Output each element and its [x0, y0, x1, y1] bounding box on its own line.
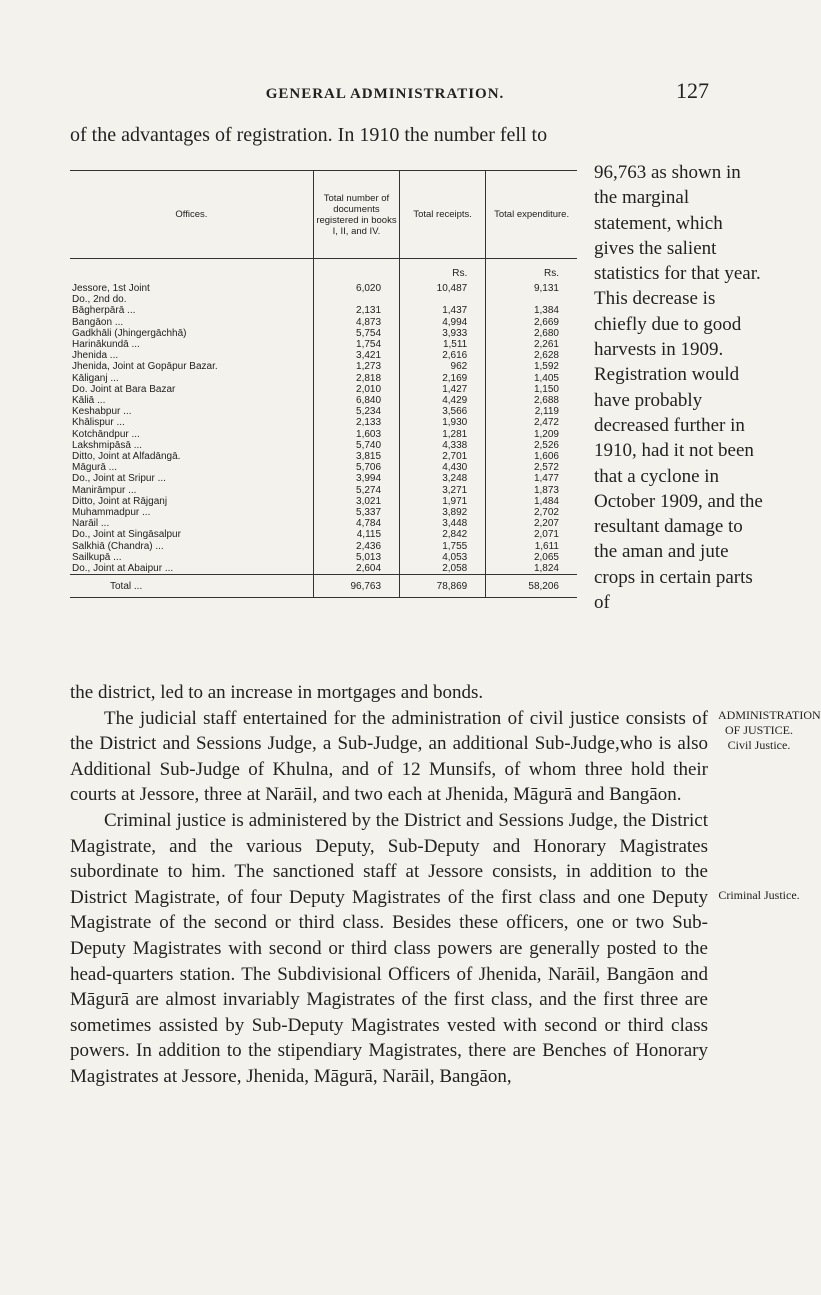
table-row: [70, 496, 577, 507]
value-cell: 4,873: [313, 317, 399, 328]
value-cell: 1,611: [486, 541, 577, 552]
value-cell: 2,572: [486, 462, 577, 473]
units-cell: Rs.: [400, 259, 486, 284]
value-cell: 1,405: [486, 373, 577, 384]
value-cell: 2,818: [313, 373, 399, 384]
office-name-cell: Kāliā ...: [72, 395, 106, 407]
value-cell: 5,740: [313, 440, 399, 451]
value-cell: 1,437: [400, 305, 486, 316]
value-cell: 1,606: [486, 451, 577, 462]
table-row: [70, 384, 577, 395]
value-cell: 3,566: [400, 406, 486, 417]
office-name-cell: Salkhiā (Chandra) ...: [72, 540, 164, 552]
value-cell: 1,477: [486, 473, 577, 484]
table-row: [70, 473, 577, 484]
value-cell: 1,603: [313, 429, 399, 440]
value-cell: 3,448: [400, 518, 486, 529]
value-cell: 962: [400, 361, 486, 372]
col-documents: Total number of documents registered in books I, II, and IV.: [313, 171, 399, 259]
value-cell: 2,701: [400, 451, 486, 462]
table-row: [70, 305, 577, 316]
value-cell: 5,013: [313, 552, 399, 563]
side-paragraph: 96,763 as shown in the marginal statement, which gives the salient statistics for that year. This decrease is chiefly due to good harvests in 1909. Registration would have probably decreased further in 1910, had it not been that a cyclone in October 1909, and the resultant damage to the aman and jute crops in certain parts of: [594, 162, 763, 614]
value-cell: 2,604: [313, 563, 399, 575]
table-row: [70, 507, 577, 518]
col-expenditure: Total expenditure.: [486, 171, 577, 259]
office-name-cell: Keshabpur ...: [72, 406, 132, 418]
value-cell: 1,150: [486, 384, 577, 395]
value-cell: 3,421: [313, 350, 399, 361]
paragraph-civil-justice: The judicial staff entertained for the administration of civil justice consists of the District and Sessions Judge, a Sub-Judge, an additional Sub-Judge,who is also Additional Sub-Judge of Khulna, and of 12 Munsifs, of whom three hold their courts at Jessore, three at Narāil, and two each at Jhenida, Māgurā and Bangāon.: [70, 707, 708, 806]
value-cell: 1,824: [486, 563, 577, 575]
value-cell: 2,616: [400, 350, 486, 361]
value-cell: 3,021: [313, 496, 399, 507]
value-cell: 2,133: [313, 417, 399, 428]
value-cell: 1,273: [313, 361, 399, 372]
table-row: [70, 563, 577, 575]
value-cell: 2,071: [486, 529, 577, 540]
total-value: 78,869: [400, 575, 486, 598]
value-cell: 2,131: [313, 305, 399, 316]
value-cell: 2,680: [486, 328, 577, 339]
table-row: [70, 328, 577, 339]
value-cell: 1,281: [400, 429, 486, 440]
value-cell: 2,436: [313, 541, 399, 552]
value-cell: 1,511: [400, 339, 486, 350]
units-cell: Rs.: [486, 259, 577, 284]
value-cell: 5,234: [313, 406, 399, 417]
value-cell: 3,994: [313, 473, 399, 484]
table-row: [70, 283, 577, 294]
units-cell: [313, 259, 399, 284]
office-name-cell: Do., Joint at Singāsalpur: [72, 529, 181, 541]
table-row: [70, 485, 577, 496]
value-cell: 2,842: [400, 529, 486, 540]
value-cell: 2,169: [400, 373, 486, 384]
total-label: Total ...: [70, 575, 313, 598]
value-cell: 4,053: [400, 552, 486, 563]
value-cell: 4,430: [400, 462, 486, 473]
value-cell: 2,526: [486, 440, 577, 451]
office-name-cell: Bāgherpārā ...: [72, 305, 136, 317]
value-cell: 2,669: [486, 317, 577, 328]
table-row: [70, 541, 577, 552]
table-row: [70, 417, 577, 428]
value-cell: 3,248: [400, 473, 486, 484]
value-cell: 9,131: [486, 283, 577, 294]
office-name-cell: Khālispur ...: [72, 417, 125, 429]
value-cell: 2,065: [486, 552, 577, 563]
office-name-cell: Māgurā ...: [72, 462, 118, 474]
table-total-row: [70, 575, 577, 598]
office-name-cell: Bangāon ...: [72, 316, 124, 328]
value-cell: 2,472: [486, 417, 577, 428]
office-name-cell: Harinākundā ...: [72, 339, 140, 351]
table-row: [70, 317, 577, 328]
value-cell: 4,338: [400, 440, 486, 451]
value-cell: 1,209: [486, 429, 577, 440]
value-cell: 2,702: [486, 507, 577, 518]
value-cell: 4,994: [400, 317, 486, 328]
office-name-cell: Lakshmipāsā ...: [72, 439, 143, 451]
office-name-cell: Jhenida ...: [72, 350, 119, 362]
value-cell: 4,115: [313, 529, 399, 540]
table-row: [70, 350, 577, 361]
table-row: [70, 451, 577, 462]
col-offices: Offices.: [70, 171, 313, 259]
table-row: [70, 440, 577, 451]
table-row: [70, 339, 577, 350]
paragraph-continuation: the district, led to an increase in mortgages and bonds.: [70, 682, 484, 703]
office-name-cell: Do., Joint at Sripur ...: [72, 473, 166, 485]
page-number: 127: [676, 78, 709, 103]
value-cell: 2,119: [486, 406, 577, 417]
value-cell: 5,706: [313, 462, 399, 473]
value-cell: 5,754: [313, 328, 399, 339]
value-cell: 1,592: [486, 361, 577, 372]
marginal-note-criminal: Criminal Justice.: [718, 888, 800, 902]
table-row: [70, 462, 577, 473]
office-name-cell: Gadkhāli (Jhingergāchhā): [72, 327, 187, 339]
table-row: [70, 518, 577, 529]
value-cell: 2,261: [486, 339, 577, 350]
value-cell: 1,427: [400, 384, 486, 395]
value-cell: 1,484: [486, 496, 577, 507]
table-row: [70, 373, 577, 384]
office-name-cell: Jhenida, Joint at Gopāpur Bazar.: [72, 361, 218, 373]
office-name-cell: Narāil ...: [72, 518, 110, 530]
office-name-cell: Ditto, Joint at Alfadāngā.: [72, 451, 181, 463]
running-header: GENERAL ADMINISTRATION.: [265, 86, 505, 102]
office-name-cell: Kāliganj ...: [72, 372, 119, 384]
table-row: [70, 429, 577, 440]
value-cell: 1,873: [486, 485, 577, 496]
value-cell: 3,933: [400, 328, 486, 339]
value-cell: 5,337: [313, 507, 399, 518]
marginal-note-civil: ADMINISTRATION OF JUSTICE. Civil Justice.: [718, 708, 821, 752]
office-name-cell: Jessore, 1st Joint: [72, 283, 150, 294]
value-cell: 2,207: [486, 518, 577, 529]
office-name-cell: Muhammadpur ...: [72, 507, 151, 519]
table-row: [70, 361, 577, 372]
value-cell: [313, 294, 399, 305]
value-cell: 2,010: [313, 384, 399, 395]
value-cell: 2,058: [400, 563, 486, 575]
value-cell: 6,840: [313, 395, 399, 406]
value-cell: 4,784: [313, 518, 399, 529]
value-cell: 10,487: [400, 283, 486, 294]
table-row: [70, 406, 577, 417]
value-cell: 1,755: [400, 541, 486, 552]
office-name-cell: Ditto, Joint at Rājganj: [72, 495, 168, 507]
value-cell: 3,271: [400, 485, 486, 496]
table-row: [70, 395, 577, 406]
value-cell: 1,971: [400, 496, 486, 507]
value-cell: 2,688: [486, 395, 577, 406]
value-cell: 3,892: [400, 507, 486, 518]
value-cell: 4,429: [400, 395, 486, 406]
table-row: [70, 552, 577, 563]
value-cell: 1,930: [400, 417, 486, 428]
value-cell: 5,274: [313, 485, 399, 496]
office-name-cell: Do., 2nd do.: [72, 294, 127, 306]
value-cell: [486, 294, 577, 305]
paragraph-criminal-justice: Criminal justice is administered by the District and Sessions Judge, the District Magistrate, and the various Deputy, Sub-Deputy and Honorary Magistrates subordinate to him. The sanctioned staff at Jessore consists, in addition to the District Magistrate, of four Deputy Magistrates of the first class and one Deputy Magistrate of the second or third class. Besides these officers, one or two Sub-Deputy Magistrates with second or third class powers are generally posted to the head-quarters station. The Subdivisional Officers of Jhenida, Narāil, Bangāon and Māgurā are almost invariably Magistrates of the first class, and the first three are sometimes assisted by Sub-Deputy Magistrates vested with second or third class powers. In addition to the stipendiary Magistrates, there are Benches of Honorary Magistrates at Jessore, Jhenida, Māgurā, Narāil, Bangāon,: [70, 809, 708, 1087]
office-name-cell: Sailkupā ...: [72, 551, 122, 563]
value-cell: 3,815: [313, 451, 399, 462]
total-value: 58,206: [486, 575, 577, 598]
value-cell: 1,754: [313, 339, 399, 350]
value-cell: [400, 294, 486, 305]
office-name-cell: Kotchāndpur ...: [72, 428, 140, 440]
units-cell: [70, 259, 313, 284]
total-value: 96,763: [313, 575, 399, 598]
value-cell: 1,384: [486, 305, 577, 316]
intro-line: of the advantages of registration. In 1910 the number fell to: [70, 124, 548, 146]
value-cell: 2,628: [486, 350, 577, 361]
table-row: [70, 294, 577, 305]
office-name-cell: Manirāmpur ...: [72, 484, 137, 496]
registration-table: [70, 170, 577, 675]
table-row: [70, 529, 577, 540]
office-name-cell: Do. Joint at Bara Bazar: [72, 383, 176, 395]
office-name-cell: Do., Joint at Abaipur ...: [72, 563, 174, 575]
col-receipts: Total receipts.: [400, 171, 486, 259]
body-text: [70, 680, 708, 1090]
value-cell: 6,020: [313, 283, 399, 294]
